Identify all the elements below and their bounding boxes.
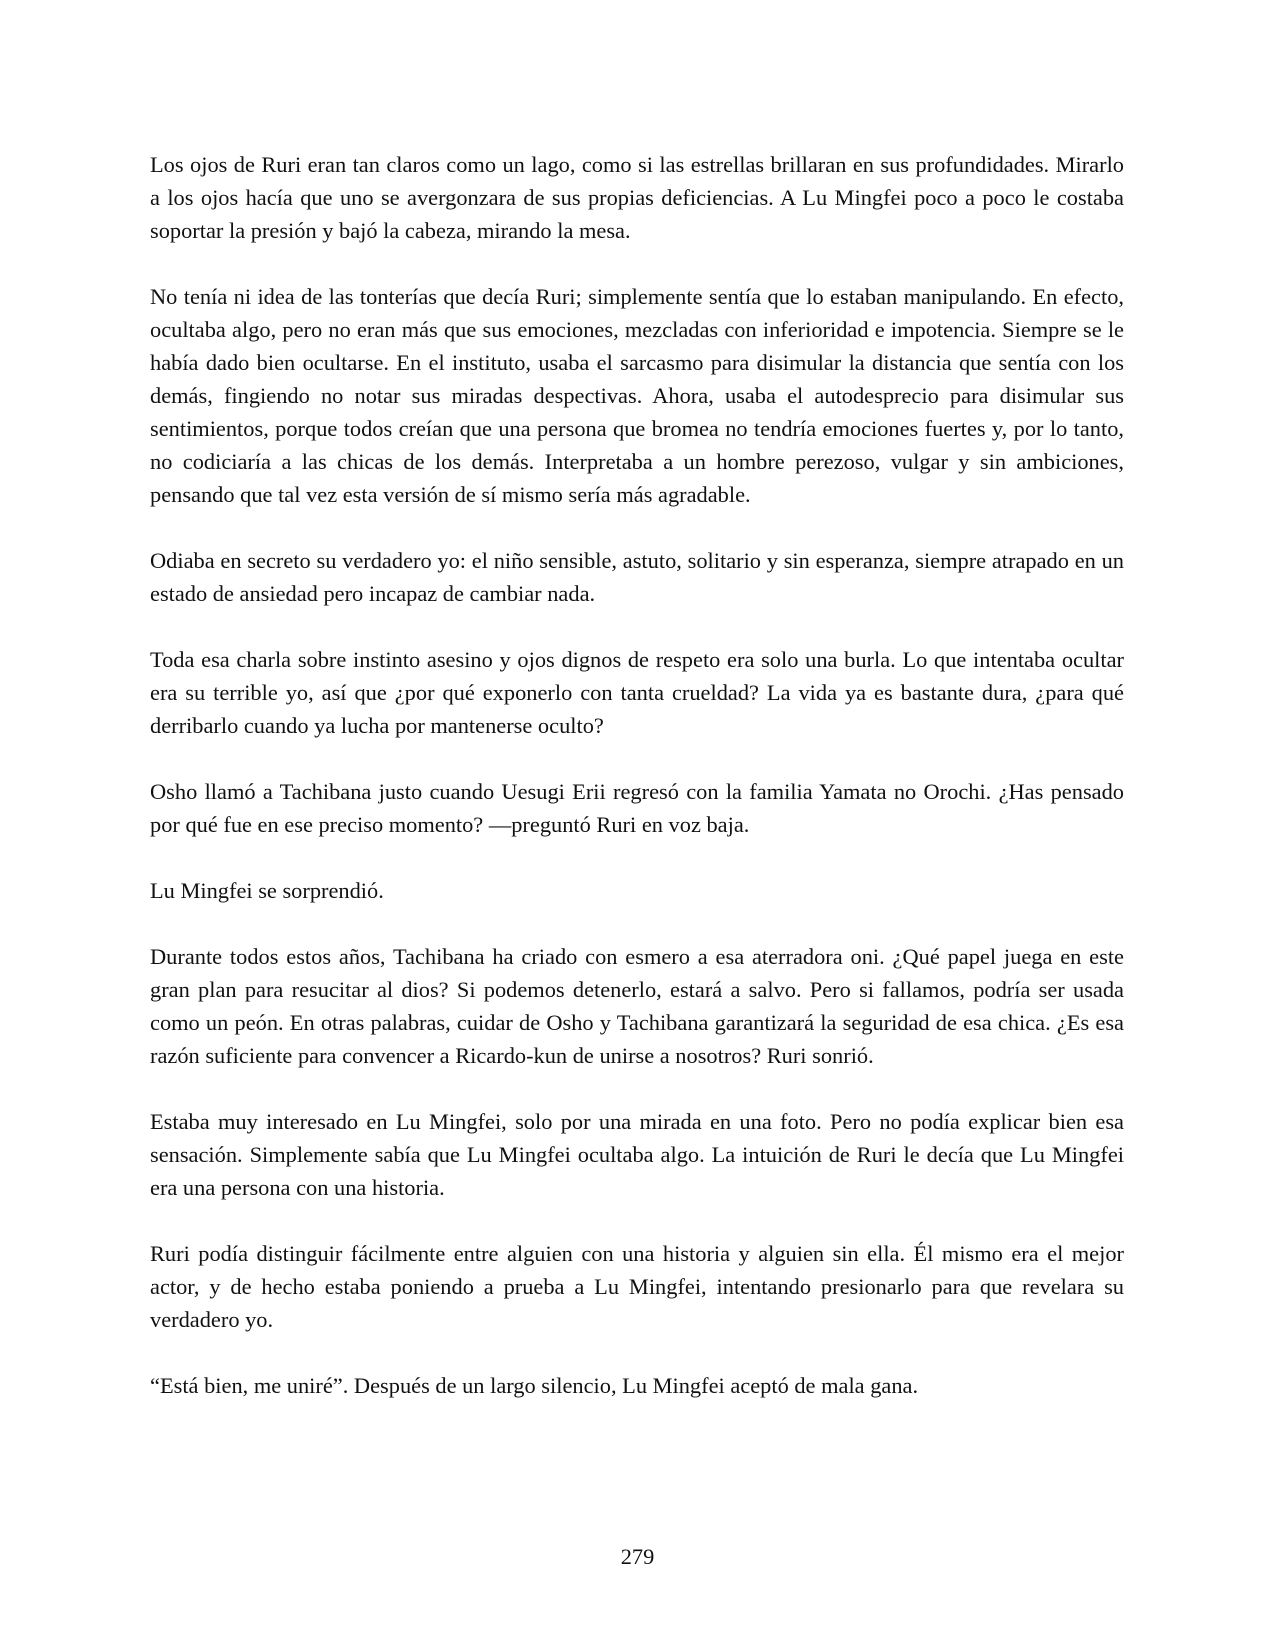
paragraph: No tenía ni idea de las tonterías que decía Ruri; simplemente sentía que lo estaban manipulando. En efecto, ocultaba algo, pero no eran más que sus emociones, mezcladas con inferioridad e impotencia. Siempre se le había dado bien ocultarse. En el instituto, usaba el sarcasmo para disimular la distancia que sentía con los demás, fingiendo no notar sus miradas despectivas. Ahora, usaba el autodesprecio para disimular sus sentimientos, porque todos creían que una persona que bromea no tendría emociones fuertes y, por lo tanto, no codiciaría a las chicas de los demás. Interpretaba a un hombre perezoso, vulgar y sin ambiciones, pensando que tal vez esta versión de sí mismo sería más agradable. bbox=[150, 284, 1124, 507]
page-number: 279 bbox=[620, 1544, 655, 1569]
paragraph: Lu Mingfei se sorprendió. bbox=[150, 878, 384, 903]
paragraph: Durante todos estos años, Tachibana ha criado con esmero a esa aterradora oni. ¿Qué papel juega en este gran plan para resucitar al dios? Si podemos detenerlo, estará a salvo. Pero si fallamos, podría ser usada como un peón. En otras palabras, cuidar de Osho y Tachibana garantizará la seguridad de esa chica. ¿Es esa razón suficiente para convencer a Ricardo-kun de unirse a nosotros? Ruri sonrió. bbox=[150, 944, 1124, 1068]
paragraph: Estaba muy interesado en Lu Mingfei, solo por una mirada en una foto. Pero no podía explicar bien esa sensación. Simplemente sabía que Lu Mingfei ocultaba algo. La intuición de Ruri le decía que Lu Mingfei era una persona con una historia. bbox=[150, 1109, 1124, 1200]
paragraph: “Está bien, me uniré”. Después de un largo silencio, Lu Mingfei aceptó de mala gana. bbox=[150, 1373, 919, 1398]
paragraph: Toda esa charla sobre instinto asesino y ojos dignos de respeto era solo una burla. Lo que intentaba ocultar era su terrible yo, así que ¿por qué exponerlo con tanta crueldad? La vida ya es bastante dura, ¿para qué derribarlo cuando ya lucha por mantenerse oculto? bbox=[150, 647, 1124, 738]
paragraph: Odiaba en secreto su verdadero yo: el niño sensible, astuto, solitario y sin esperanza, siempre atrapado en un estado de ansiedad pero incapaz de cambiar nada. bbox=[150, 548, 1124, 606]
paragraph: Los ojos de Ruri eran tan claros como un lago, como si las estrellas brillaran en sus profundidades. Mirarlo a los ojos hacía que uno se avergonzara de sus propias deficiencias. A Lu Mingfei poco a poco le costaba soportar la presión y bajó la cabeza, mirando la mesa. bbox=[150, 152, 1124, 243]
paragraph: Osho llamó a Tachibana justo cuando Uesugi Erii regresó con la familia Yamata no Orochi. ¿Has pensado por qué fue en ese preciso momento? —preguntó Ruri en voz baja. bbox=[150, 779, 1124, 837]
paragraph: Ruri podía distinguir fácilmente entre alguien con una historia y alguien sin ella. Él mismo era el mejor actor, y de hecho estaba poniendo a prueba a Lu Mingfei, intentando presionarlo para que revelara su verdadero yo. bbox=[150, 1241, 1124, 1332]
body-text bbox=[150, 148, 1124, 1435]
